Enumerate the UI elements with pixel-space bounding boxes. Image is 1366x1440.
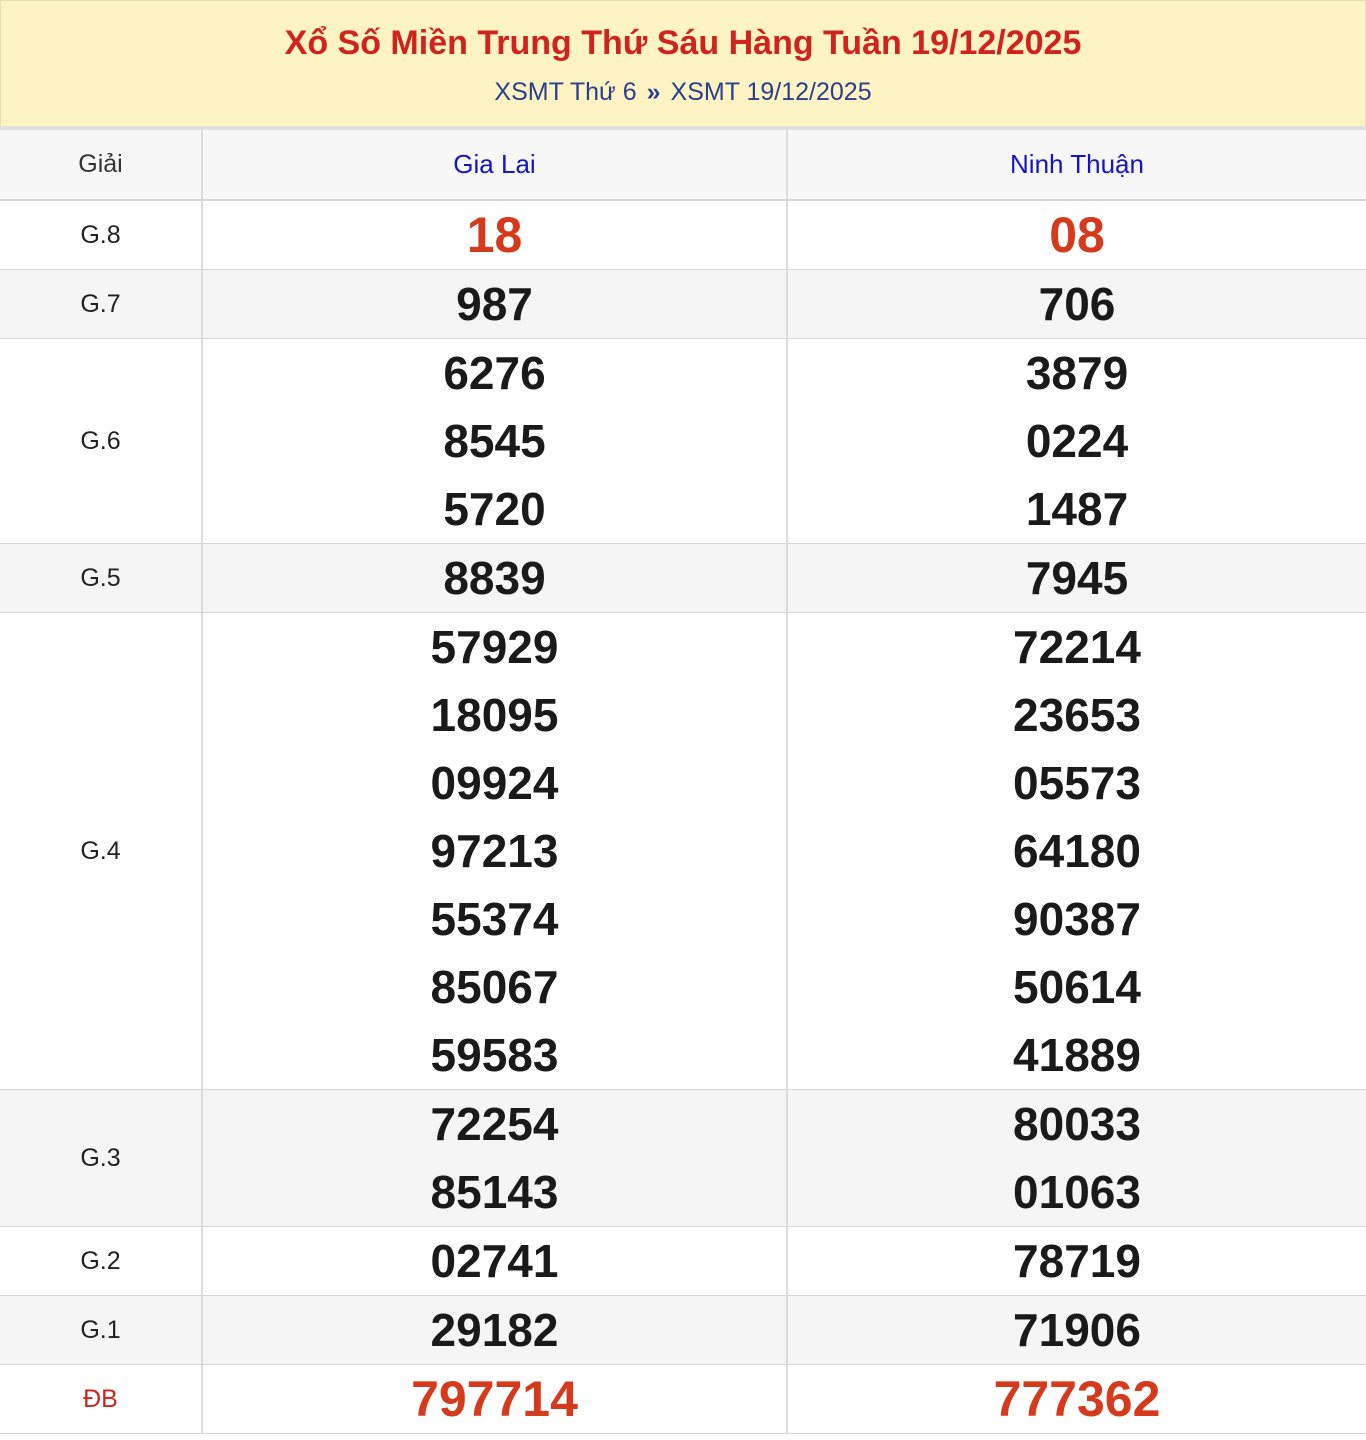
page-title: Xổ Số Miền Trung Thứ Sáu Hàng Tuần 19/12/2025 [284, 24, 1082, 62]
prize-number: 29182 [430, 1304, 559, 1356]
prize-number: 55374 [430, 893, 559, 945]
prize-number: 59583 [430, 1029, 559, 1081]
prize-cell [202, 613, 787, 1090]
prize-number: 5720 [443, 483, 546, 535]
prize-number: 90387 [1013, 893, 1141, 945]
prize-cell [787, 1227, 1366, 1296]
breadcrumb-link-xsmt-thu-6[interactable]: XSMT Thứ 6 [494, 78, 637, 106]
page-header [0, 0, 1366, 128]
prize-label: G.4 [0, 613, 202, 1090]
prize-number: 0224 [1025, 415, 1129, 467]
results-body [0, 200, 1366, 1434]
prize-number: 78719 [1013, 1235, 1141, 1287]
prize-number: 71906 [1013, 1304, 1141, 1356]
prize-label: ĐB [0, 1365, 202, 1434]
prize-number: 05573 [1013, 757, 1141, 809]
prize-cell [787, 1090, 1366, 1227]
prize-number: 64180 [1013, 825, 1141, 877]
prize-row-g-3 [0, 1090, 1366, 1227]
prize-number: 57929 [430, 621, 559, 673]
prize-number: 85067 [430, 961, 559, 1013]
prize-number: 3879 [1025, 347, 1129, 399]
prize-number: 18 [466, 207, 523, 263]
prize-cell [787, 544, 1366, 613]
special-prize-number: 797714 [411, 1371, 578, 1427]
prize-number: 41889 [1013, 1029, 1141, 1081]
prize-number: 23653 [1013, 689, 1141, 741]
prize-number: 18095 [430, 689, 559, 741]
prize-cell [202, 339, 787, 544]
prize-cell [202, 200, 787, 270]
prize-number: 72254 [430, 1098, 559, 1150]
prize-cell [787, 200, 1366, 270]
column-header-giai: Giải [0, 129, 202, 200]
prize-cell [202, 1365, 787, 1434]
prize-row-g-4 [0, 613, 1366, 1090]
prize-cell [787, 613, 1366, 1090]
prize-label: G.2 [0, 1227, 202, 1296]
prize-row-g-7 [0, 270, 1366, 339]
prize-number: 02741 [430, 1235, 559, 1287]
prize-label: G.6 [0, 339, 202, 544]
prize-number: 50614 [1013, 961, 1141, 1013]
prize-label: G.1 [0, 1296, 202, 1365]
prize-number: 987 [456, 278, 533, 330]
prize-row-g-5 [0, 544, 1366, 613]
prize-row-g-8 [0, 200, 1366, 270]
prize-row-g-2 [0, 1227, 1366, 1296]
prize-number: 6276 [443, 347, 546, 399]
prize-label: G.7 [0, 270, 202, 339]
results-table [0, 128, 1366, 1434]
prize-label: G.3 [0, 1090, 202, 1227]
prize-number: 01063 [1013, 1166, 1141, 1218]
prize-label: G.5 [0, 544, 202, 613]
breadcrumb [1, 77, 1365, 107]
prize-cell [202, 544, 787, 613]
prize-cell [787, 1365, 1366, 1434]
prize-number: 80033 [1013, 1098, 1141, 1150]
column-header-gia-lai[interactable]: Gia Lai [202, 129, 787, 200]
prize-number: 97213 [430, 825, 559, 877]
breadcrumb-link-xsmt-date[interactable]: XSMT 19/12/2025 [670, 78, 872, 106]
prize-cell [787, 1296, 1366, 1365]
breadcrumb-separator: » [646, 78, 661, 106]
prize-row-db [0, 1365, 1366, 1434]
prize-cell [202, 1227, 787, 1296]
prize-cell [202, 270, 787, 339]
special-prize-number: 777362 [993, 1371, 1161, 1427]
prize-number: 1487 [1025, 483, 1129, 535]
prize-cell [202, 1296, 787, 1365]
prize-cell [202, 1090, 787, 1227]
prize-row-g-6 [0, 339, 1366, 544]
prize-number: 85143 [430, 1166, 559, 1218]
prize-number: 8839 [443, 552, 546, 604]
column-header-ninh-thuan[interactable]: Ninh Thuận [787, 129, 1366, 200]
table-header-row [0, 129, 1366, 200]
prize-number: 72214 [1013, 621, 1141, 673]
prize-number: 7945 [1025, 552, 1129, 604]
prize-label: G.8 [0, 200, 202, 270]
prize-number: 08 [1049, 207, 1105, 263]
prize-cell [787, 339, 1366, 544]
prize-number: 09924 [430, 757, 559, 809]
prize-number: 706 [1038, 278, 1116, 330]
prize-number: 8545 [443, 415, 546, 467]
prize-cell [787, 270, 1366, 339]
prize-row-g-1 [0, 1296, 1366, 1365]
